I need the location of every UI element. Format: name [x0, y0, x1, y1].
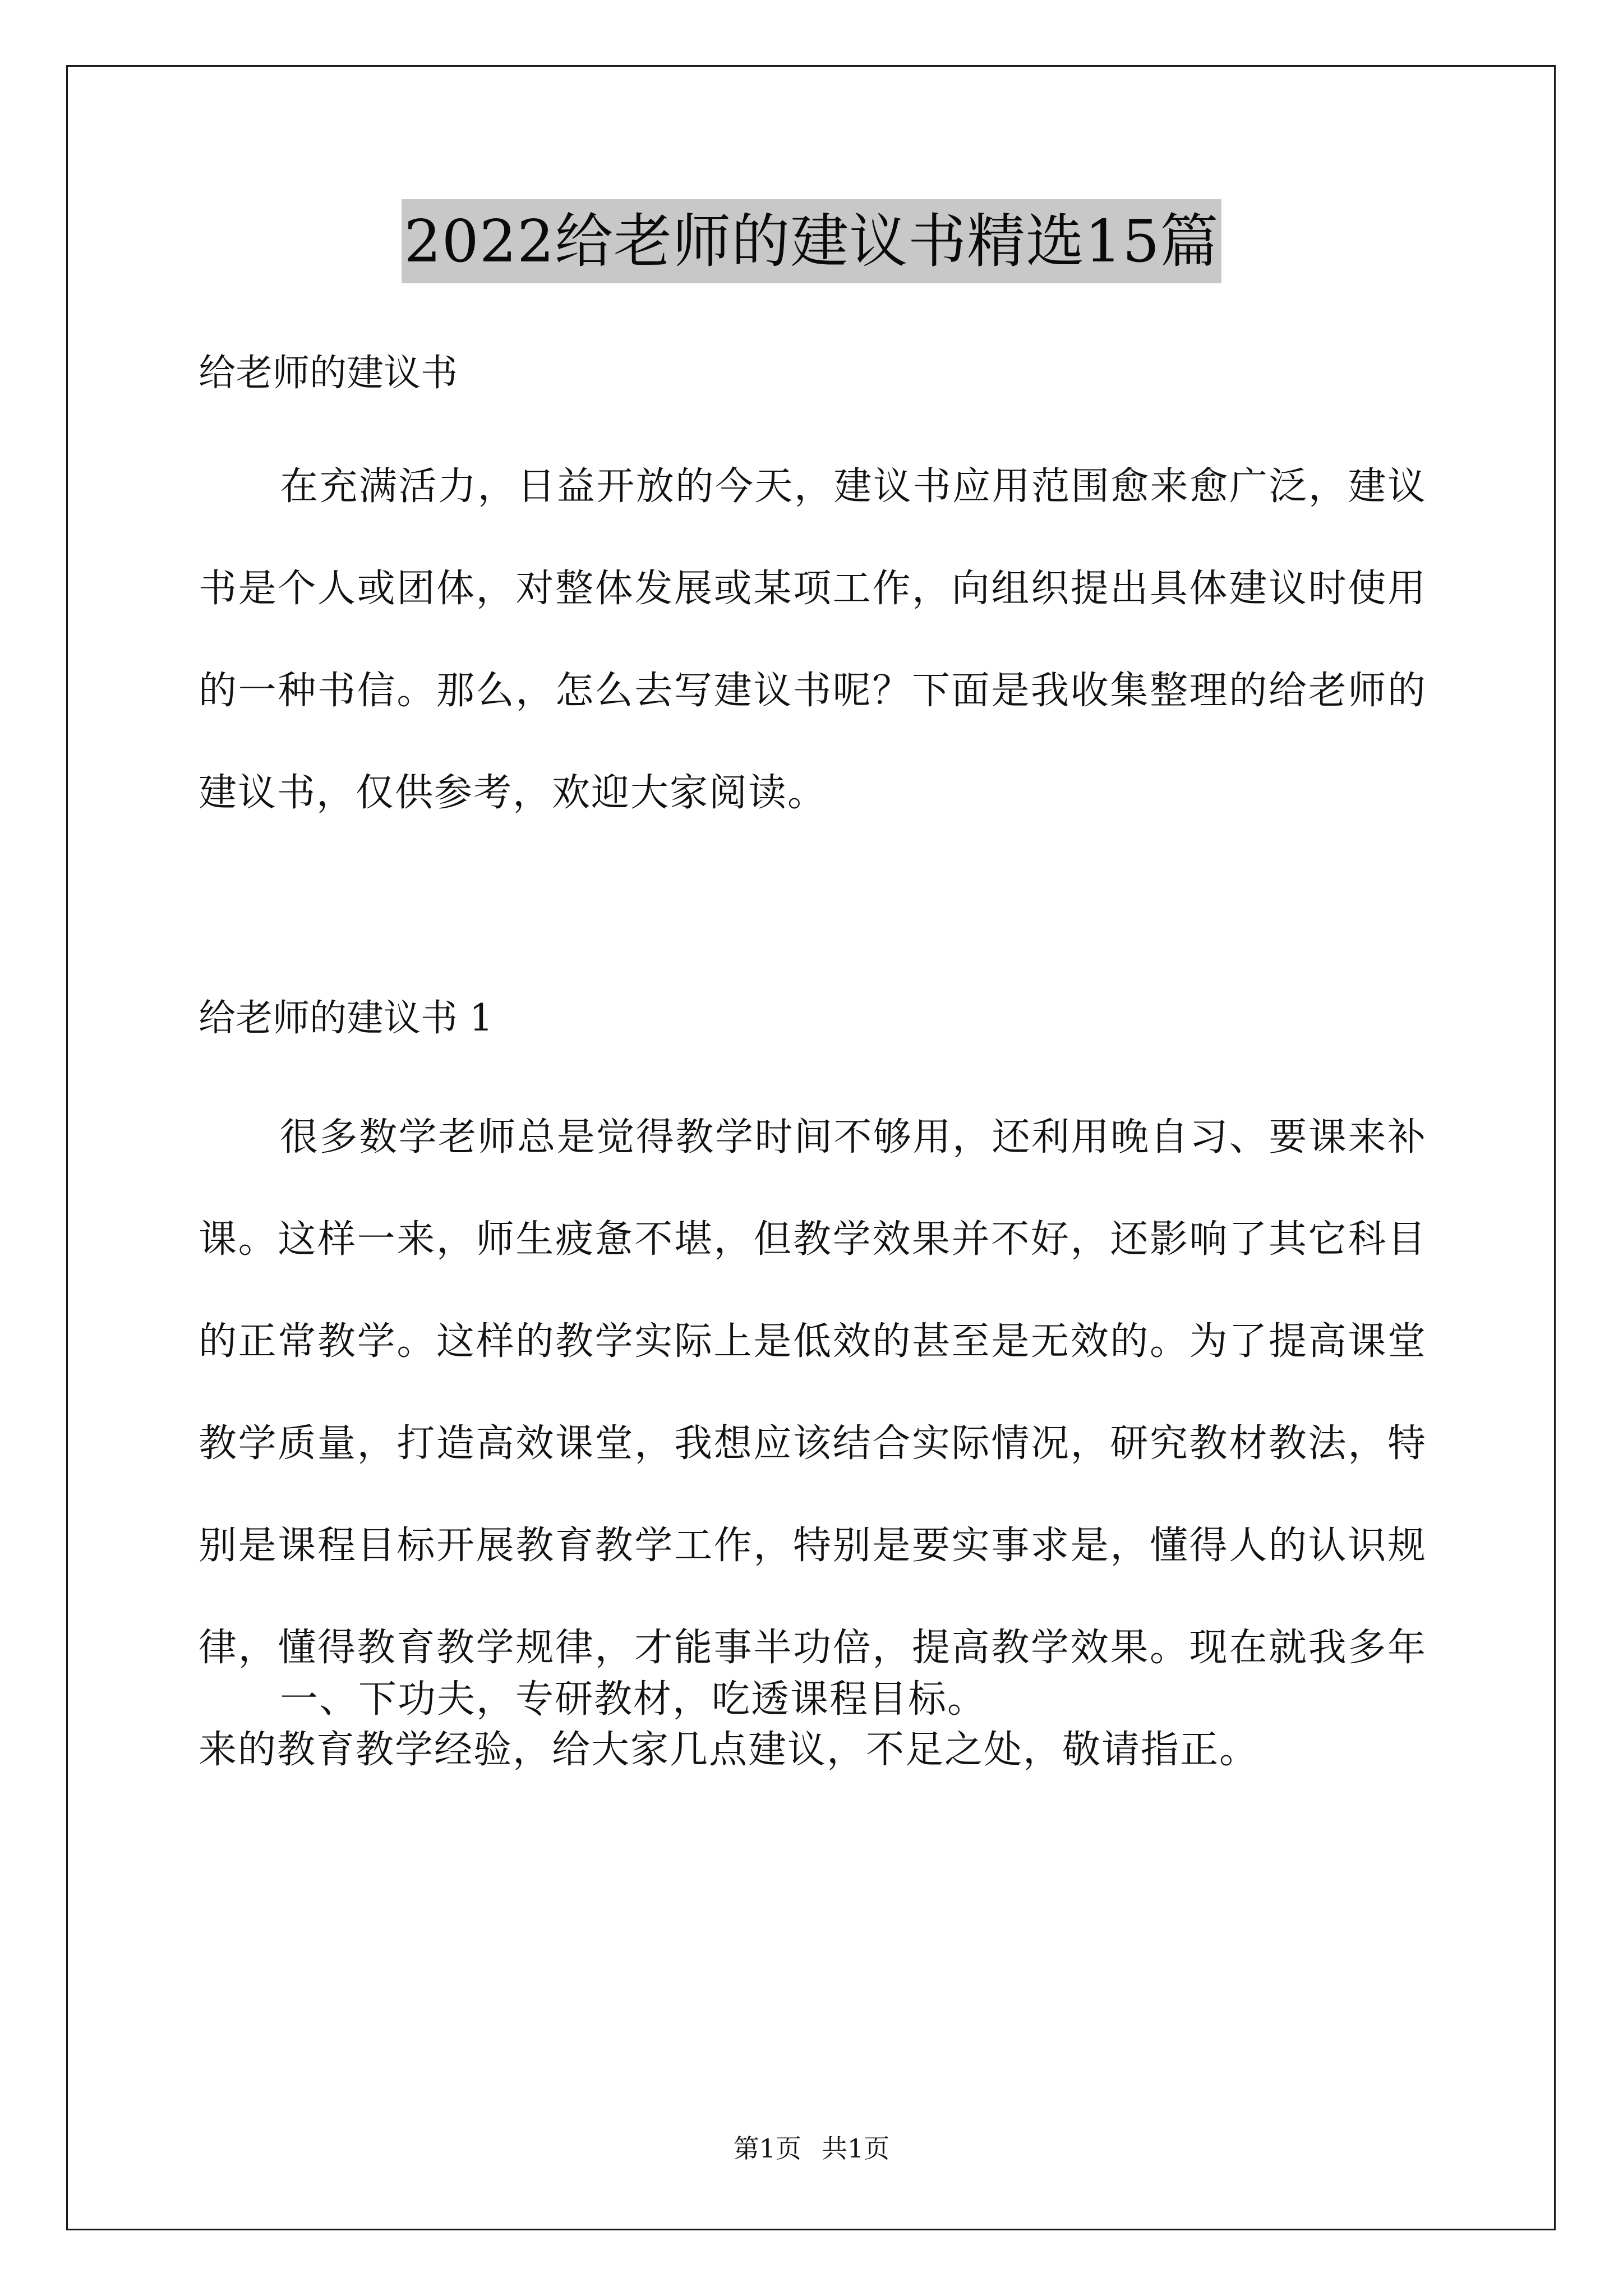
- page-total: 共1页: [822, 2133, 890, 2164]
- point-one-paragraph: 一、下功夫，专研教材，吃透课程目标。: [280, 1677, 987, 1722]
- body-paragraph: 很多数学老师总是觉得教学时间不够用，还利用晚自习、要课来补课。这样一来，师生疲惫不堪，但教学效果并不好，还影响了其它科目的正常教学。这样的教学实际上是低效的甚至是无效的。为了提高课堂教学质量，打造高效课堂，我想应该结合实际情况，研究教材教法，特别是课程目标开展教育教学工作，特别是要实事求是，懂得人的认识规律，懂得教育教学规律，才能事半功倍，提高教学效果。现在就我多年来的教育教学经验，给大家几点建议，不足之处，敬请指正。: [199, 1115, 1427, 1772]
- document-title: 2022给老师的建议书精选15篇: [402, 199, 1221, 283]
- page-number: 第1页: [733, 2133, 801, 2164]
- intro-paragraph: 在充满活力，日益开放的今天，建议书应用范围愈来愈广泛，建议书是个人或团体，对整体发展或某项工作，向组织提出具体建议时使用的一种书信。那么，怎么去写建议书呢？下面是我收集整理的给老师的建议书，仅供参考，欢迎大家阅读。: [199, 464, 1427, 815]
- title-container: [0, 199, 1623, 283]
- section-heading: 给老师的建议书: [199, 351, 458, 394]
- section-heading-1: 给老师的建议书 1: [199, 996, 493, 1039]
- page-footer: [0, 2132, 1623, 2165]
